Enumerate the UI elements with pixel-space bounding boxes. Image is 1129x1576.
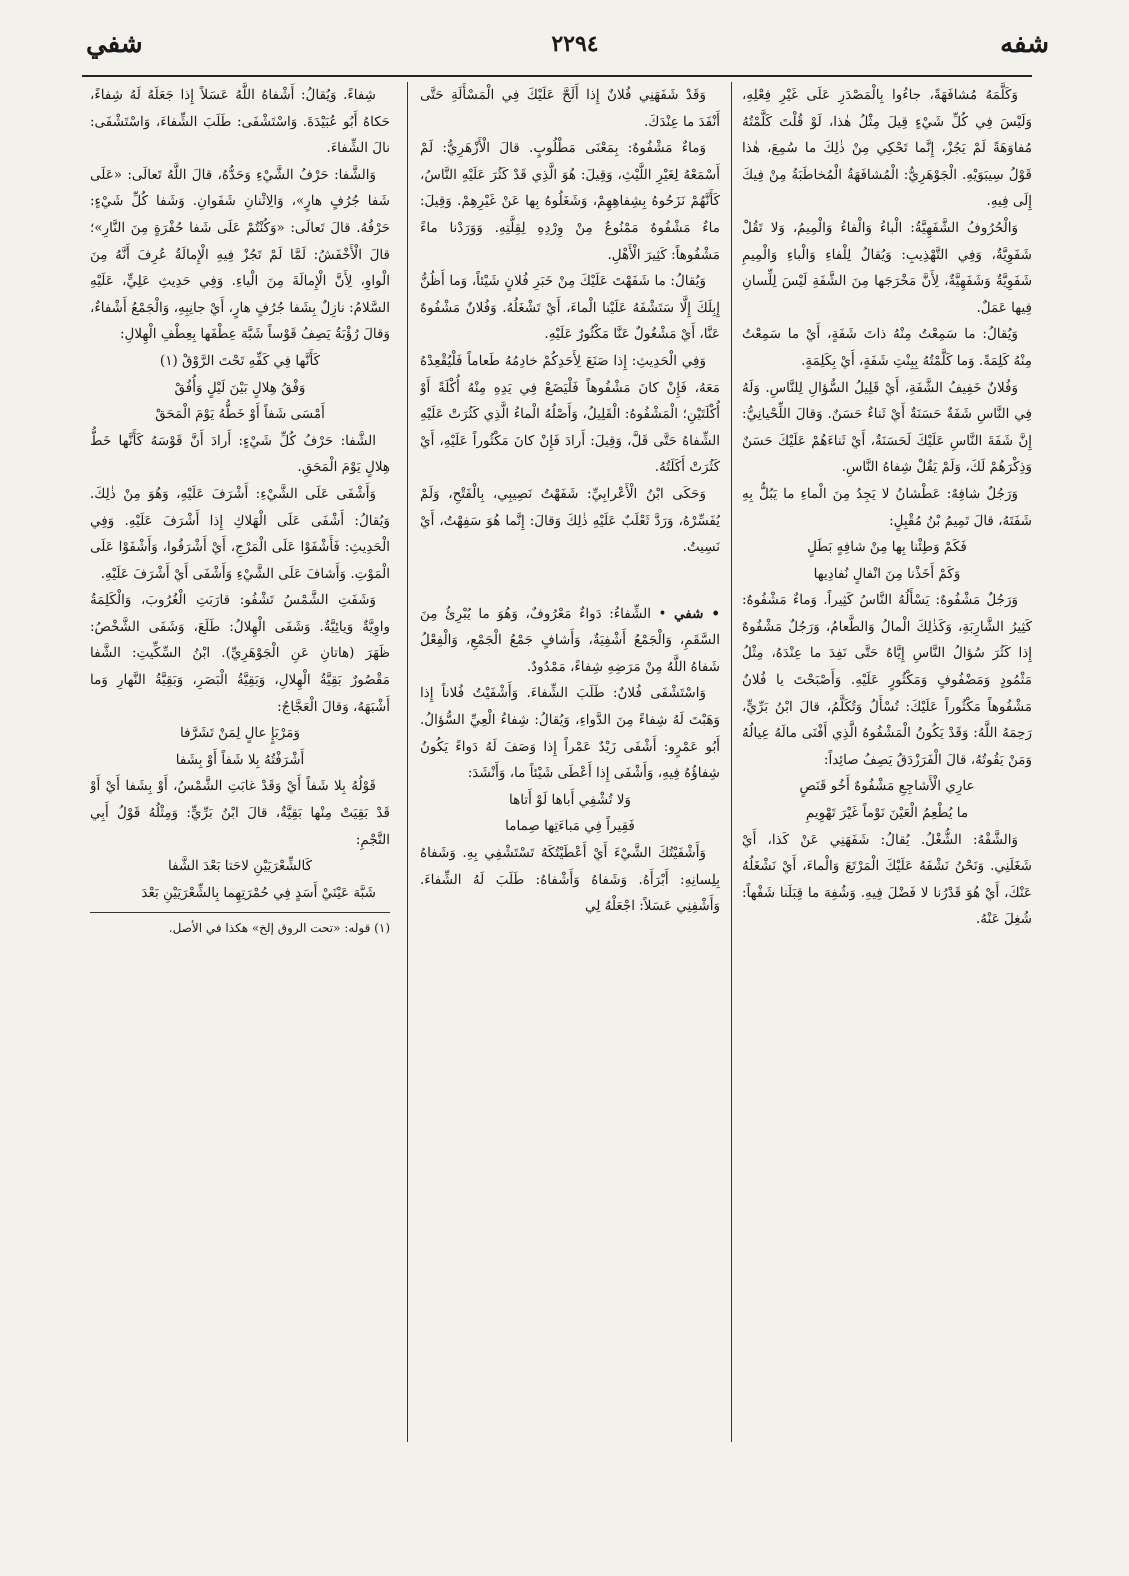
paragraph: وَيُقالُ: ما سَمِعْتُ مِنْهُ ذاتَ شَفَةٍ، أَيْ ما سَمِعْتُ مِنْهُ كَلِمَةً. وَما كَلَّمْتُهُ بِبِنْتِ شَفَةٍ، أَيْ بِكَلِمَةٍ. xyxy=(742,326,1032,369)
paragraph: وَحَكَى ابْنُ الْأَعْرابِيِّ: شَفَهْتُ نَصِيبِي، بِالْفَتْحِ، وَلَمْ يُفَسِّرْهُ، وَرَدَّ ثَعْلَبٌ عَلَيْهِ ذٰلِكَ وَقالَ: إِنَّما هُوَ سَفِهْتُ، أَيْ نَسِيتُ. xyxy=(420,485,720,556)
paragraph: وَفِي الْحَدِيثِ: إِذا صَنَعَ لِأَحَدِكُمْ خادِمُهُ طَعاماً فَلْيُقْعِدْهُ مَعَهُ، فَإِنْ كانَ مَشْفُوهاً فَلْيَضَعْ فِي يَدِهِ مِنْهُ أُكْلَةً أَوْ أُكْلَتَيْنِ؛ الْمَشْفُوهُ: الْقَلِيلُ، وَأَصْلُهُ الْماءُ الَّذِي كَثُرَتْ عَلَيْهِ الشِّفاهُ حَتَّى قَلَّ، وَقِيلَ: أَرادَ فَإِنْ كانَ مَكْثُوراً عَلَيْهِ، أَيْ كَثُرَتْ أَكَلَتُهُ. xyxy=(420,352,720,476)
page-number: ٢٢٩٤ xyxy=(551,31,599,57)
footnote-rule xyxy=(90,912,390,913)
paragraph: وَالشَّفْهُ: الشُّغْلُ. يُقالُ: شَفَهَنِي عَنْ كَذا، أَيْ شَغَلَنِي. وَنَحْنُ نَشْفَهُ عَلَيْكَ الْمَرْتَعَ وَالْماءَ، أَيْ نَشْغَلُهُ عَنْكَ، أَيْ هُوَ قَدْرُنا لا فَضْلَ فِيهِ. وَشُفِهَ ما قِبَلَنا شَفْهاً: شُغِلَ عَنْهُ. xyxy=(742,831,1032,928)
paragraph: وَفُلانٌ خَفِيفُ الشَّفَةِ، أَيْ قَلِيلُ السُّؤالِ لِلنَّاسِ. وَلَهُ فِي النَّاسِ شَفَةٌ حَسَنَةٌ أَيْ ثَناءٌ حَسَنٌ. وَقالَ اللِّحْيانِيُّ: إِنَّ شَفَةَ النَّاسِ عَلَيْكَ لَحَسَنَةٌ، أَيْ ثَناءَهُمْ عَلَيْكَ حَسَنٌ وَذِكْرَهُمْ لَكَ، وَلَمْ يَقُلْ شِفاهُ النَّاسِ. xyxy=(742,379,1032,476)
verse-line: فَقِيراً فِي مَباءَتِها صِماما xyxy=(505,818,635,835)
verse-line: أَمْسَى شَفاً أَوْ خَطُّهُ يَوْمَ الْمَحَقْ xyxy=(155,406,325,423)
text-column-left xyxy=(90,82,390,1447)
entry-paragraph xyxy=(420,601,720,681)
verse-line: فَكَمْ وَطِئْنا بِها مِنْ شافِهٍ بَطَلٍ xyxy=(807,539,967,556)
page-header-root-word: شفه xyxy=(1000,29,1049,59)
verse-line: كَالشِّعْرَيَيْنِ لاحَتا بَعْدَ الشَّفا xyxy=(167,858,313,875)
paragraph: وَكَلَّمَهُ مُشافَهَةً، جاءُوا بِالْمَصْدَرِ عَلَى غَيْرِ فِعْلِهِ، وَلَيْسَ فِي كُلِّ شَيْءٍ قِيلَ مِثْلُ هٰذا، لَوْ قُلْتَ كَلَّمْتُهُ مُفاوَهَةً لَمْ يَجُزْ، إِنَّما تَحْكِي مِنْ ذٰلِكَ ما سُمِعَ، هٰذا قَوْلُ سِيبَوَيْهِ. الْجَوْهَرِيُّ: الْمُشافَهَةُ الْمُخاطَبَةُ مِنْ فِيكَ إِلَى فِيهِ. xyxy=(742,87,1032,210)
paragraph: وَأَشْفَى عَلَى الشَّيْءِ: أَشْرَفَ عَلَيْهِ، وَهُوَ مِنْ ذٰلِكَ. وَيُقالُ: أَشْفَى عَلَى الْهَلاكِ إِذا أَشْرَفَ عَلَيْهِ. وَفِي الْحَدِيثِ: فَأَشْفَوْا عَلَى الْمَرْجِ، أَيْ أَشْرَفُوا، وَأَشْفَوْا عَلَى الْمَوْتِ. وَأَشافَ عَلَى الشَّيْءِ وَأَشْفَى أَيْ أَشْرَفَ عَلَيْهِ. xyxy=(90,485,390,582)
paragraph: الشَّفا: حَرْفُ كُلِّ شَيْءٍ: أَرادَ أَنَّ قَوْسَهُ كَأَنَّها خَطُّ هِلالٍ يَوْمَ الْمَحَقِ. xyxy=(90,432,390,476)
paragraph: وَيُقالُ: ما شَفَهْتَ عَلَيْكَ مِنْ خَبَرِ فُلانٍ شَيْئاً، وَما أَظُنُّ إِبِلَكَ إِلَّا سَتَشْفَهُ عَلَيْنا الْماءَ، أَيْ تَشْغَلُهُ. وَفُلانٌ مَشْفُوهٌ عَنَّا، أَيْ مَشْغُولٌ عَنَّا مَكْثُورٌ عَلَيْهِ. xyxy=(420,273,720,343)
verse-line: وَكَمْ أَخَذْنا مِنَ انْفالٍ نُفادِيها xyxy=(813,565,961,582)
paragraph: وَقَدْ شَفَهَنِي فُلانٌ إِذا أَلَحَّ عَلَيْكَ فِي الْمَسْأَلَةِ حَتَّى أَنْفَدَ ما عِنْدَكَ. xyxy=(420,87,720,130)
paragraph: وَرَجُلٌ شافِهٌ: عَطْشانُ لا يَجِدُ مِنَ الْماءِ ما يَبُلُّ بِهِ شَفَتَهُ، قالَ تَمِيمُ بْنُ مُقْبِلٍ: xyxy=(742,485,1032,529)
verse-line: ما يُطْعِمُ الْعَيْنَ نَوْماً غَيْرَ تَهْوِيمِ xyxy=(805,805,969,822)
column-divider xyxy=(731,82,732,1442)
paragraph: وَرَجُلٌ مَشْفُوهٌ: يَسْأَلُهُ النَّاسُ كَثِيراً. وَماءٌ مَشْفُوهٌ: كَثِيرُ الشَّارِبَةِ، وَكَذٰلِكَ الْمالُ وَالطَّعامُ، وَرَجُلٌ مَشْفُوهٌ إِذا كَثُرَ سُؤالُ النَّاسِ إِيَّاهُ حَتَّى نَفِدَ ما عِنْدَهُ، مِثْلُ مَثْمُودٍ وَمَضْفُوفٍ وَمَكْثُورٍ عَلَيْهِ. وَأَصْبَحْتَ يا فُلانُ مَشْفُوهاً مَكْثُوراً عَلَيْكَ: تُسْأَلُ وَتُكَلَّمُ، قالَ ابْنُ بَرِّيٍّ، رَحِمَهُ اللَّهُ: وَقَدْ يَكُونُ الْمَشْفُوهُ الَّذِي أَفْنَى مالَهُ عِيالُهُ وَمَنْ يَقُوتُهُ، قالَ الْفَرَزْدَقُ يَصِفُ صائِداً: xyxy=(742,592,1032,768)
verse-line: كَأَنَّها فِي كَفِّهِ تَحْتَ الرَّوْقْ (١) xyxy=(159,352,321,369)
verse-line: وَفْقُ هِلالٍ بَيْنَ لَيْلٍ وَأُفُقْ xyxy=(174,379,306,396)
header-rule xyxy=(82,75,1032,77)
verse-line: وَمَرْبَإٍ عالٍ لِمَنْ تَشَرَّفا xyxy=(180,725,300,742)
entry-text: • الشِّفاءُ: دَواءٌ مَعْرُوفٌ، وَهُوَ ما يُبْرِئُ مِنَ السَّقَمِ، وَالْجَمْعُ أَشْفِيَةٌ، وَأَشافٍ جَمْعُ الْجَمْعِ، وَالْفِعْلُ شَفاهُ اللَّهُ مِنْ مَرَضِهِ شِفاءً، مَمْدُودٌ. xyxy=(420,605,720,675)
page-header-end-word: شفي xyxy=(86,29,143,59)
paragraph: وَالْحُرُوفُ الشَّفَهِيَّةُ: الْباءُ وَالْفاءُ وَالْمِيمُ، وَلا تَقُلْ شَفَوِيَّةٌ، وَفِي التَّهْذِيبِ: وَيُقالُ لِلْفاءِ وَالْباءِ وَالْمِيمِ شَفَوِيَّةٌ وَشَفَهِيَّةٌ، لِأَنَّ مَخْرَجَها مِنَ الشَّفَةِ لَيْسَ لِلِّسانِ فِيها عَمَلٌ. xyxy=(742,219,1032,316)
verse-line: أَشْرَفْتُهُ بِلا شَفاً أَوْ بِشَفا xyxy=(175,751,305,768)
paragraph: وَالشَّفا: حَرْفُ الشَّيْءِ وَحَدُّهُ، قالَ اللَّهُ تَعالَى: «عَلَى شَفا جُرُفٍ هارٍ»، وَالِاثْنانِ شَفَوانِ. وَشَفا كُلِّ شَيْءٍ: حَرْفُهُ. قالَ تَعالَى: «وَكُنْتُمْ عَلَى شَفا حُفْرَةٍ مِنَ النَّارِ»؛ قالَ الْأَخْفَشُ: لَمَّا لَمْ تَجُزْ فِيهِ الْإِمالَةُ عُرِفَ أَنَّهُ مِنَ الْواوِ، لِأَنَّ الْإِمالَةَ مِنَ الْياءِ. وَفِي حَدِيثِ عَلِيٍّ، عَلَيْهِ السَّلامُ: نازِلٌ بِشَفا جُرُفٍ هارٍ، أَيْ جانِبِهِ، وَالْجَمْعُ أَشْفاءٌ، وَقالَ رُؤْبَةُ يَصِفُ قَوْساً شَبَّهَ عِطْفَها بِعِطْفِ الْهِلالِ: xyxy=(90,166,390,343)
paragraph: قَوْلُهُ بِلا شَفاً أَيْ وَقَدْ غابَتِ الشَّمْسُ، أَوْ بِشَفا أَيْ أَوْ قَدْ بَقِيَتْ مِنْها بَقِيَّةٌ، قالَ ابْنُ بَرِّيٍّ: وَمِثْلُهُ قَوْلُ أَبِي النَّجْمِ: xyxy=(90,778,390,848)
text-column-right xyxy=(742,82,1032,1447)
entry-separator xyxy=(420,561,720,601)
paragraph: شَبَّهَ عَيْنَيْ أَسَدٍ فِي حُمْرَتِهِما بِالشِّعْرَيَيْنِ بَعْدَ xyxy=(141,884,376,901)
text-column-middle xyxy=(420,82,720,1447)
paragraph: وَاسْتَشْفَى فُلانٌ: طَلَبَ الشِّفاءَ. وَأَشْفَيْتُ فُلاناً إِذا وَهَبْتَ لَهُ شِفاءً مِنَ الدَّواءِ، وَيُقالُ: شِفاءُ الْعِيِّ السُّؤالُ. أَبُو عَمْرٍو: أَشْفَى زَيْدٌ عَمْراً إِذا وَصَفَ لَهُ دَواءً يَكُونُ شِفاؤُهُ فِيهِ، وَأَشْفَى إِذا أَعْطَى شَيْئاً ما، وَأَنْشَدَ: xyxy=(420,685,720,782)
footnote: (١) قوله: «تحت الروق إلخ» هكذا في الأصل. xyxy=(168,921,390,936)
verse-line: وَلا تُشْفِي أَباها لَوْ أَتاها xyxy=(508,791,632,808)
paragraph: وَأَشْفَيْتُكَ الشَّيْءَ أَيْ أَعْطَيْتُكَهُ تَسْتَشْفِي بِهِ. وَشَفاهُ بِلِسانِهِ: أَبْرَأَهُ. وَشَفاهُ وَأَشْفاهُ: طَلَبَ لَهُ الشِّفاءَ. وَأَشْفِنِي عَسَلاً: اجْعَلْهُ لِي xyxy=(420,845,720,915)
verse-line: عارِي الْأَشاجِعِ مَشْفُوهٌ أَخُو قَنَصٍ xyxy=(799,778,975,795)
paragraph: وَشَفَتِ الشَّمْسُ تَشْفُو: قارَبَتِ الْغُرُوبَ، وَالْكَلِمَةُ واوِيَّةٌ وَيائِيَّةٌ. وَشَفَى الْهِلالُ: طَلَعَ، وَشَفَى الشَّخْصُ: ظَهَرَ (هاتانِ عَنِ الْجَوْهَرِيِّ). ابْنُ السِّكِّيتِ: الشَّفا مَقْصُورٌ بَقِيَّةُ الْهِلالِ، وَبَقِيَّةُ الْبَصَرِ، وَبَقِيَّةُ النَّهارِ وَما أَشْبَهَهُ، وَقالَ الْعَجَّاجُ: xyxy=(90,592,390,715)
paragraph: وَماءٌ مَشْفُوهٌ: بِمَعْنَى مَطْلُوبٍ. قالَ الْأَزْهَرِيُّ: لَمْ أَسْمَعْهُ لِغَيْرِ اللَّيْثِ، وَقِيلَ: هُوَ الَّذِي قَدْ كَثُرَ عَلَيْهِ النَّاسُ، كَأَنَّهُمْ نَزَحُوهُ بِشِفاهِهِمْ، وَشَغَلُوهُ بِها عَنْ غَيْرِهِمْ. وَقِيلَ: ماءٌ مَشْفُوهٌ مَمْنُوعٌ مِنْ وِرْدِهِ لِقِلَّتِهِ. وَوَرَدْنا ماءً مَشْفُوهاً: كَثِيرَ الْأَهْلِ. xyxy=(420,140,720,263)
paragraph: شِفاءً. وَيُقالُ: أَشْفاهُ اللَّهُ عَسَلاً إِذا جَعَلَهُ لَهُ شِفاءً، حَكاهُ أَبُو عُبَيْدَةَ. وَاسْتَشْفَى: طَلَبَ الشِّفاءَ، وَاسْتَشْفَى: نالَ الشِّفاءَ. xyxy=(90,87,390,157)
entry-headword: • شفي xyxy=(674,605,720,622)
column-divider xyxy=(407,82,408,1442)
